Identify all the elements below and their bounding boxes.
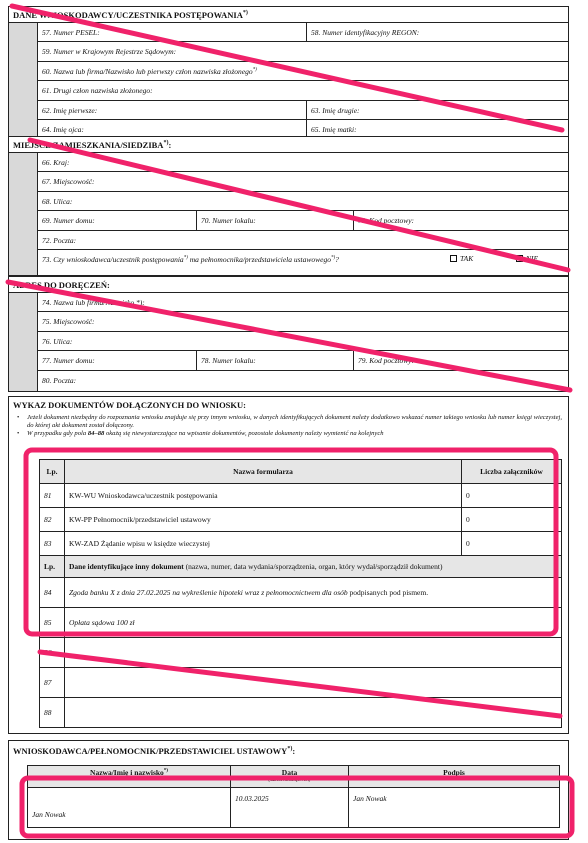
col-signature: Podpis: [349, 766, 560, 788]
attachments-section: [8, 396, 569, 734]
delivery-street-field[interactable]: 76. Ulica:: [42, 336, 73, 346]
row-count[interactable]: 0: [462, 508, 562, 532]
row-69-71: [38, 211, 568, 230]
doc-lp: 85: [40, 608, 65, 638]
second-name-field[interactable]: 63. Imię drugie:: [306, 101, 568, 119]
second-surname-field[interactable]: 61. Drugi człon nazwiska złożonego:: [42, 86, 153, 96]
row-80: [38, 371, 568, 390]
representative-question: 73. Czy wnioskodawca/uczestnik postępowania*) ma pełnomocnika/przedstawiciela ustawowego*)? TAK NIE: [42, 253, 539, 264]
apartment-number-field[interactable]: 70. Numer lokalu:: [196, 211, 353, 229]
postal-code-field[interactable]: 71. Kod pocztowy:: [353, 211, 568, 229]
table-row: [40, 508, 562, 532]
row-68: [38, 192, 568, 211]
attachments-note-2: • W przypadku gdy pola 84–88 okażą się niewystarczające na wpisanie dokumentów, pozostałe dokumenty należy wymienić na kolejnych: [21, 430, 562, 438]
signature-value[interactable]: Jan Nowak: [349, 788, 560, 828]
row-62-63: [38, 101, 568, 120]
doc-lp: 87: [40, 668, 65, 698]
pesel-field[interactable]: 57. Numer PESEL:: [42, 28, 100, 37]
col-count: Liczba załączników: [462, 460, 562, 484]
table-row: [40, 578, 562, 608]
doc-description[interactable]: [65, 698, 562, 728]
row-form-name[interactable]: KW-PP Pełnomocnik/przedstawiciel ustawowy: [65, 508, 462, 532]
city-field[interactable]: 67. Miejscowość:: [42, 177, 95, 187]
attachments-note-1: • Jeżeli dokument niezbędny do rozpoznania wniosku znajduje się przy innym wniosku, w danych identyfikujących dokument należy dodatkowo wskazać numer takiego wniosku lub numer księgi wieczystej, do której akt dokument został dołączony.: [21, 414, 562, 430]
doc-description[interactable]: Opłata sądowa 100 zł: [65, 608, 562, 638]
doc-lp: 86: [40, 638, 65, 668]
table-row: [40, 698, 562, 728]
father-name-field[interactable]: 64. Imię ojca:: [42, 124, 84, 134]
col-signer-name: Nazwa/Imię i nazwisko*): [28, 766, 231, 788]
mother-name-field[interactable]: 65. Imię matki:: [306, 120, 568, 139]
no-checkbox[interactable]: [516, 255, 523, 262]
row-60: [38, 62, 568, 81]
row-59: [38, 42, 568, 61]
regon-field[interactable]: 58. Numer identyfikacyjny REGON:: [306, 23, 568, 41]
col-date: Data (dzień/miesiąc/rok): [231, 766, 349, 788]
residence-strip: [9, 153, 38, 275]
other-lp-header: Lp.: [40, 556, 65, 578]
row-61: [38, 81, 568, 100]
row-form-name[interactable]: KW-ZAD Żądanie wpisu w księdze wieczystej: [65, 532, 462, 556]
signature-table: [27, 765, 560, 828]
post-office-field[interactable]: 72. Poczta:: [42, 235, 77, 245]
date-value[interactable]: 10.03.2025: [231, 788, 349, 828]
country-field[interactable]: 66. Kraj:: [42, 158, 70, 167]
table-row: [40, 608, 562, 638]
yes-option[interactable]: TAK: [450, 254, 473, 263]
row-73: [38, 250, 568, 269]
row-form-name[interactable]: KW-WU Wnioskodawca/uczestnik postępowania: [65, 484, 462, 508]
row-74: [38, 293, 568, 312]
street-field[interactable]: 68. Ulica:: [42, 196, 73, 206]
no-option[interactable]: NIE: [516, 254, 538, 263]
delivery-postal-field[interactable]: 79. Kod pocztowy:: [353, 351, 568, 369]
table-row: [40, 484, 562, 508]
row-lp: 81: [40, 484, 65, 508]
name-field[interactable]: 60. Nazwa lub firma/Nazwisko lub pierwszy człon nazwiska złożonego*): [42, 66, 257, 76]
doc-lp: 88: [40, 698, 65, 728]
attachments-notes: [9, 411, 568, 442]
doc-description[interactable]: Zgoda banku X z dnia 27.02.2025 na wykreślenie hipoteki wraz z pełnomocnictwem dla osób podpisanych pod pismem.: [65, 578, 562, 608]
residence-section: [8, 137, 569, 276]
doc-description[interactable]: [65, 638, 562, 668]
yes-checkbox[interactable]: [450, 255, 457, 262]
house-number-field[interactable]: 69. Numer domu:: [42, 216, 95, 226]
other-docs-header: [40, 556, 562, 578]
row-57-58: [38, 23, 568, 42]
first-name-field[interactable]: 62. Imię pierwsze:: [42, 105, 98, 115]
doc-lp: 84: [40, 578, 65, 608]
row-77-79: [38, 351, 568, 370]
delivery-apartment-field[interactable]: 78. Numer lokalu:: [196, 351, 353, 369]
delivery-house-field[interactable]: 77. Numer domu:: [42, 356, 95, 366]
row-count[interactable]: 0: [462, 532, 562, 556]
krs-field[interactable]: 59. Numer w Krajowym Rejestrze Sądowym:: [42, 47, 177, 57]
col-lp: Lp.: [40, 460, 65, 484]
table-row: [40, 668, 562, 698]
row-lp: 82: [40, 508, 65, 532]
row-lp: 83: [40, 532, 65, 556]
signature-section: [8, 740, 569, 840]
delivery-section: [8, 276, 569, 392]
row-count[interactable]: 0: [462, 484, 562, 508]
row-72: [38, 231, 568, 250]
col-form-name: Nazwa formularza: [65, 460, 462, 484]
row-75: [38, 312, 568, 331]
table-row: [40, 532, 562, 556]
applicant-header: DANE WNIOSKODAWCY/UCZESTNIKA POSTĘPOWANIA*): [9, 7, 568, 23]
other-docs-title: Dane identyfikujące inny dokument (nazwa, numer, data wydania/sporządzenia, organ, który wydał/sporządził dokument): [65, 556, 562, 578]
doc-description[interactable]: [65, 668, 562, 698]
delivery-name-field[interactable]: 74. Nazwa lub firma/Nazwisko *):: [42, 298, 145, 307]
row-76: [38, 332, 568, 351]
delivery-post-office-field[interactable]: 80. Poczta:: [42, 375, 77, 385]
attachments-header: WYKAZ DOKUMENTÓW DOŁĄCZONYCH DO WNIOSKU:: [13, 400, 246, 410]
forms-table: [39, 459, 562, 728]
applicant-strip: [9, 23, 38, 136]
applicant-section: [8, 6, 569, 137]
signature-header: WNIOSKODAWCA/PEŁNOMOCNIK/PRZEDSTAWICIEL USTAWOWY*):: [13, 746, 296, 756]
signer-name-value[interactable]: Jan Nowak: [28, 788, 231, 828]
row-67: [38, 172, 568, 191]
residence-header: MIEJSCE ZAMIESZKANIA/SIEDZIBA*):: [9, 137, 568, 153]
delivery-strip: [9, 293, 38, 391]
table-row: [40, 638, 562, 668]
row-66: [38, 153, 568, 172]
delivery-header: ADRES DO DORĘCZEŃ:: [9, 277, 568, 293]
delivery-city-field[interactable]: 75. Miejscowość:: [42, 317, 95, 327]
